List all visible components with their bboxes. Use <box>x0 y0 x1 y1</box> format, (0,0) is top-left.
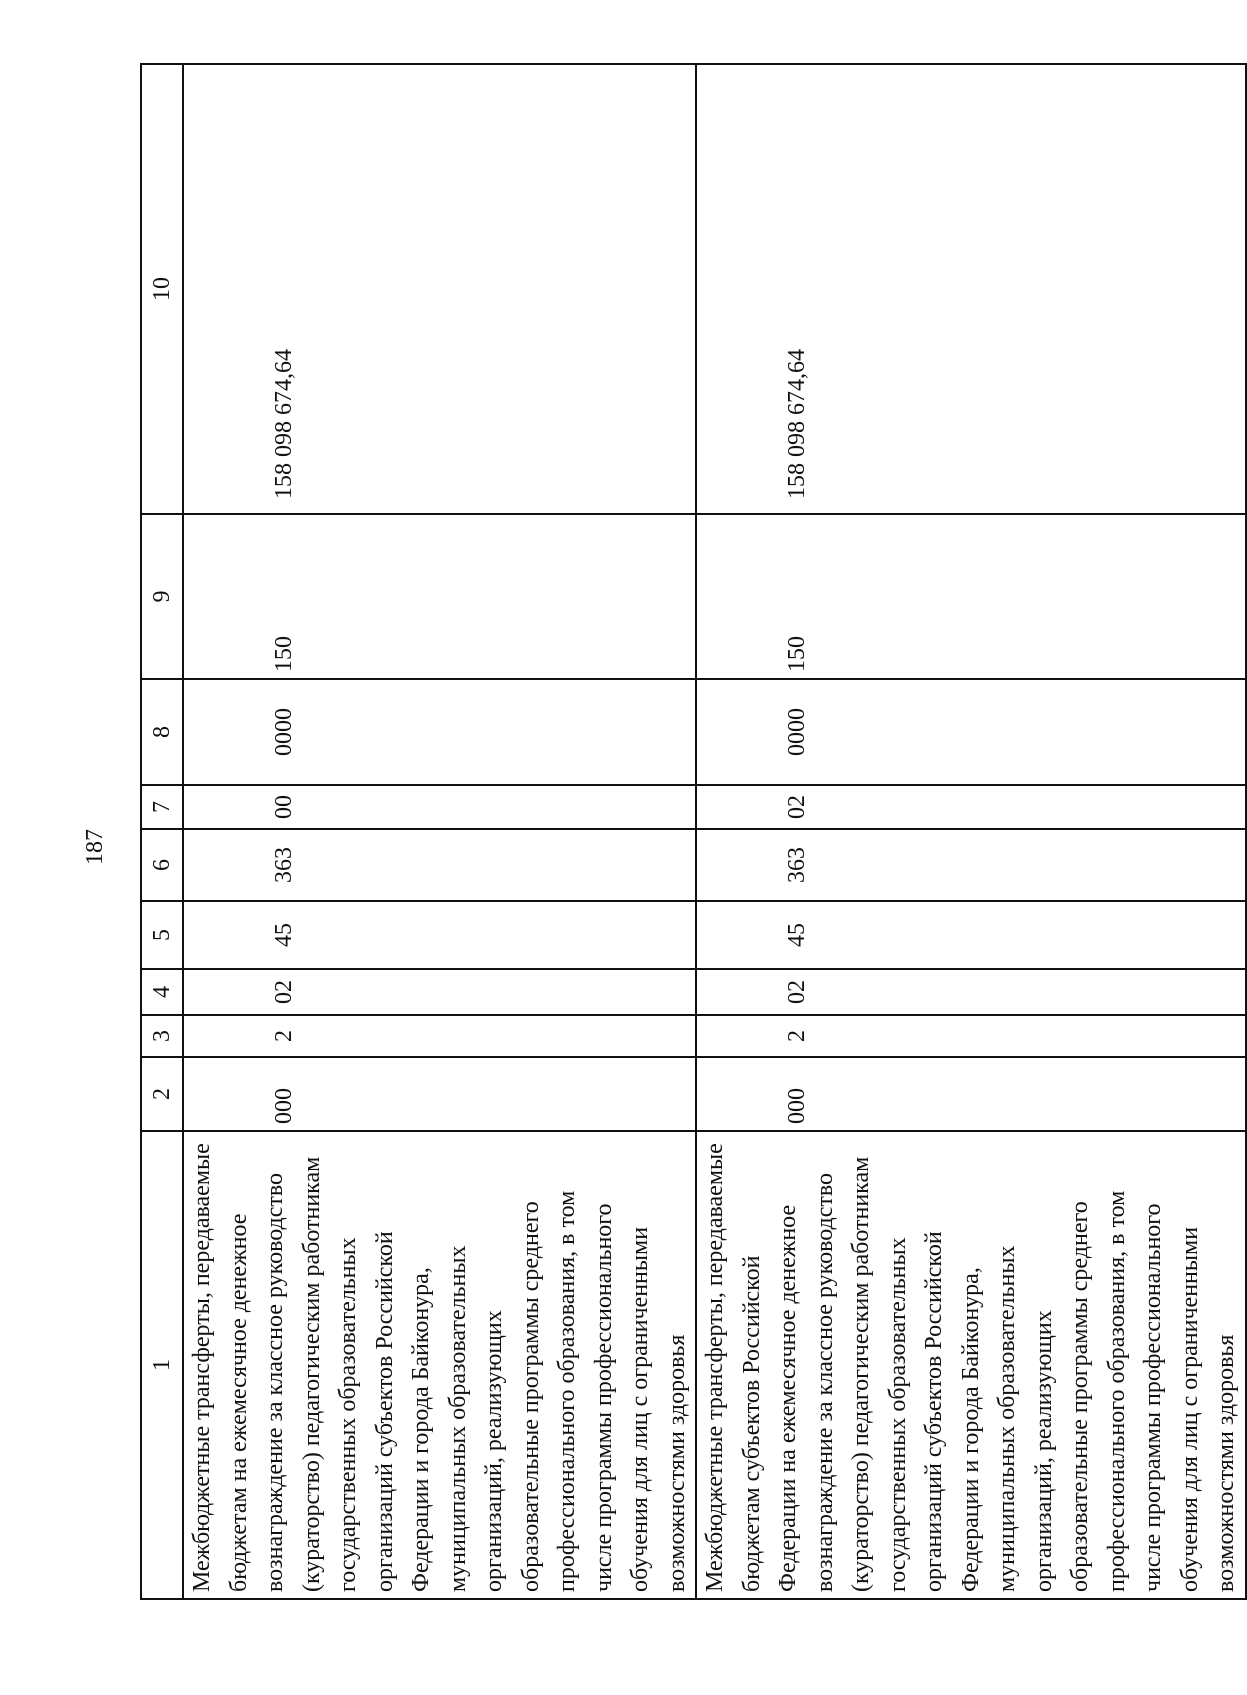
table-wrapper <box>140 65 1239 1600</box>
code-cell-6: 363 <box>696 829 1246 901</box>
table-row <box>696 64 1246 1599</box>
header-cell-4: 4 <box>141 969 183 1015</box>
header-cell-8: 8 <box>141 679 183 785</box>
header-cell-10: 10 <box>141 64 183 514</box>
code-cell-3: 2 <box>183 1015 696 1057</box>
code-cell-7: 00 <box>183 785 696 829</box>
header-cell-2: 2 <box>141 1057 183 1131</box>
code-cell-8: 0000 <box>696 679 1246 785</box>
header-cell-7: 7 <box>141 785 183 829</box>
code-cell-4: 02 <box>696 969 1246 1015</box>
amount-cell: 158 098 674,64 <box>183 64 696 514</box>
code-cell-8: 0000 <box>183 679 696 785</box>
page-number: 187 <box>82 829 108 865</box>
code-cell-5: 45 <box>696 901 1246 969</box>
header-cell-5: 5 <box>141 901 183 969</box>
code-cell-9: 150 <box>183 514 696 679</box>
header-cell-6: 6 <box>141 829 183 901</box>
row-description: Межбюджетные трансферты, передаваемые бюджетам на ежемесячное денежное вознаграждение за классное руководство (кураторство) педагогическим работникам государственных образовательных организаций субъектов Российской Федерации и города Байконура, муниципальных образовательных организаций, реализующих образовательные программы среднего профессионального образования, в том числе программы профессионального обучения для лиц с ограниченными возможностями здоровья <box>183 1131 696 1599</box>
budget-table <box>140 63 1247 1600</box>
header-cell-9: 9 <box>141 514 183 679</box>
code-cell-2: 000 <box>696 1057 1246 1131</box>
table-row <box>183 64 696 1599</box>
row-description: Межбюджетные трансферты, передаваемые бюджетам субъектов Российской Федерации на ежемесячное денежное вознаграждение за классное руководство (кураторство) педагогическим работникам государственных образовательных организаций субъектов Российской Федерации и города Байконура, муниципальных образовательных организаций, реализующих образовательные программы среднего профессионального образования, в том числе программы профессионального обучения для лиц с ограниченными возможностями здоровья <box>696 1131 1246 1599</box>
code-cell-9: 150 <box>696 514 1246 679</box>
code-cell-2: 000 <box>183 1057 696 1131</box>
header-cell-3: 3 <box>141 1015 183 1057</box>
code-cell-5: 45 <box>183 901 696 969</box>
amount-cell: 158 098 674,64 <box>696 64 1246 514</box>
code-cell-6: 363 <box>183 829 696 901</box>
code-cell-4: 02 <box>183 969 696 1015</box>
header-row <box>141 64 183 1599</box>
code-cell-7: 02 <box>696 785 1246 829</box>
code-cell-3: 2 <box>696 1015 1246 1057</box>
header-cell-1: 1 <box>141 1131 183 1599</box>
